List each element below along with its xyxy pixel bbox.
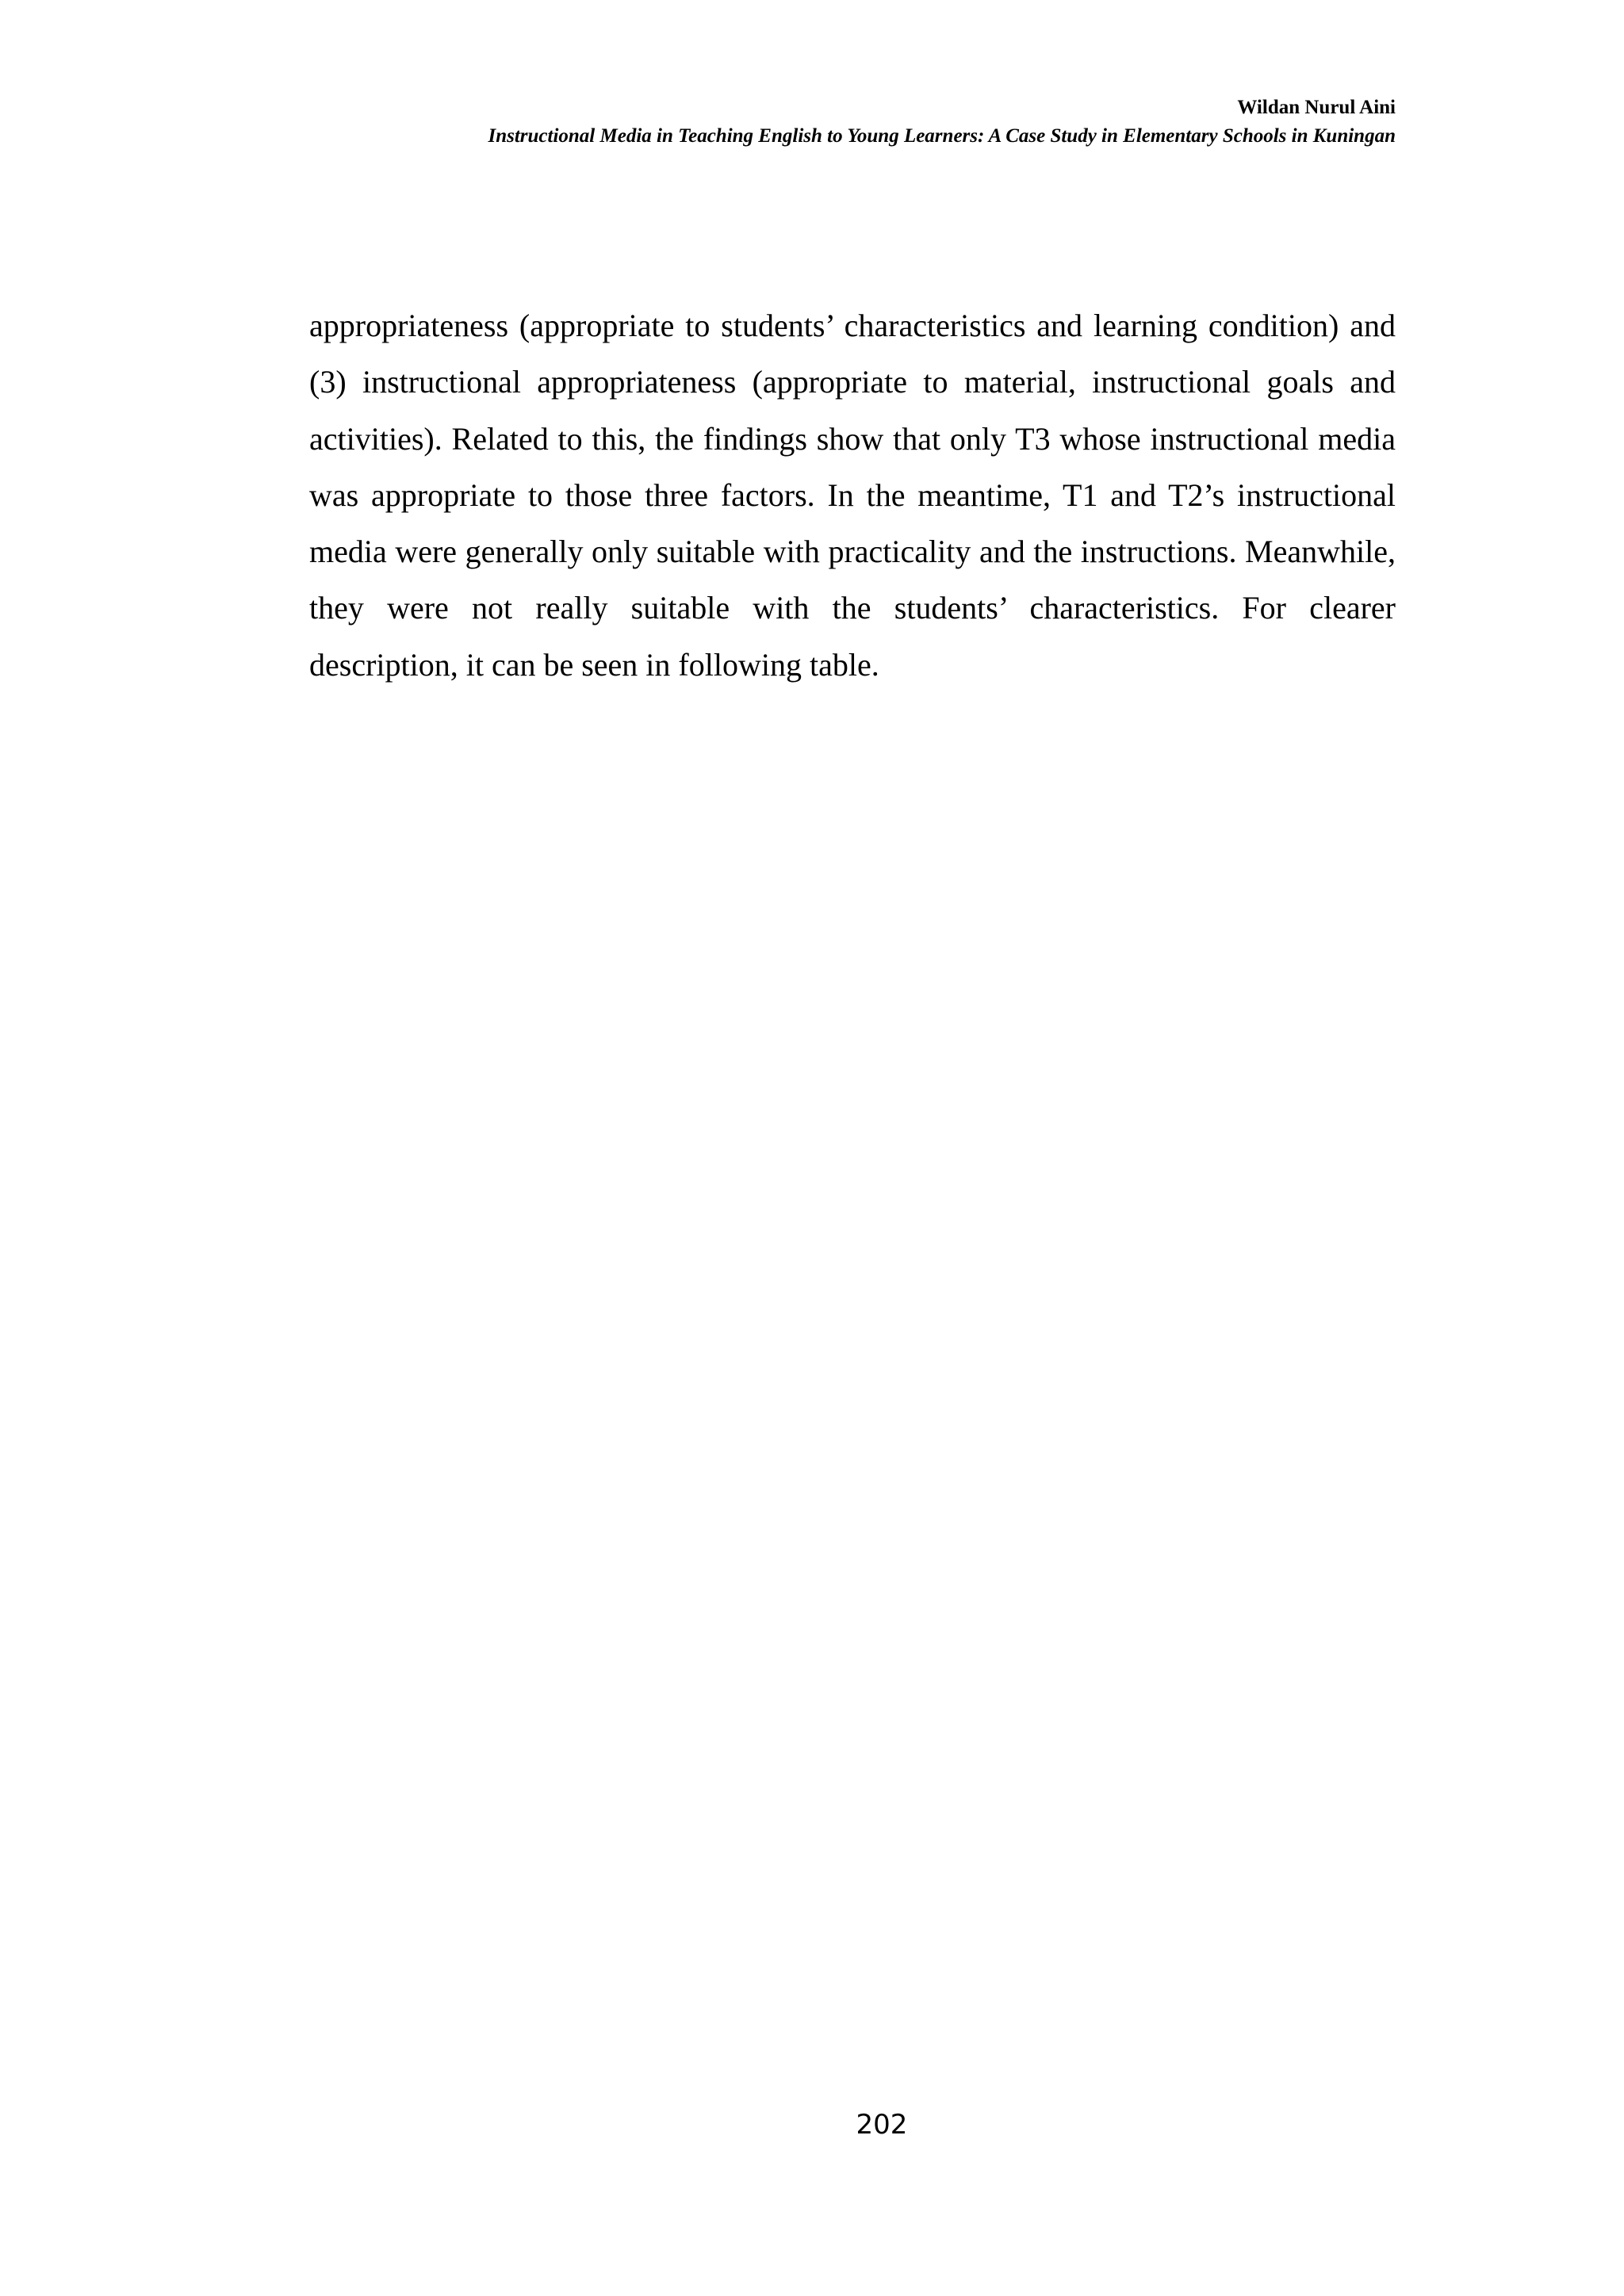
header-author: Wildan Nurul Aini	[1237, 97, 1396, 118]
page-number: 202	[856, 2109, 908, 2141]
body-paragraph: appropriateness (appropriate to students’ characteristics and learning condition) and (3) instructional appropriateness (appropriate to material, instructional goals and activities). Related to this, the findings show that only T3 whose instructional media was appropriate to those three factors. In the meantime, T1 and T2’s instructional media were generally only suitable with practicality and the instructions. Meanwhile, they were not really suitable with the students’ characteristics. For clearer description, it can be seen in following table.	[309, 308, 1396, 683]
header-article-title: Instructional Media in Teaching English to Young Learners: A Case Study in Elementary Schools in Kuningan	[488, 125, 1396, 147]
running-header	[488, 94, 1396, 151]
